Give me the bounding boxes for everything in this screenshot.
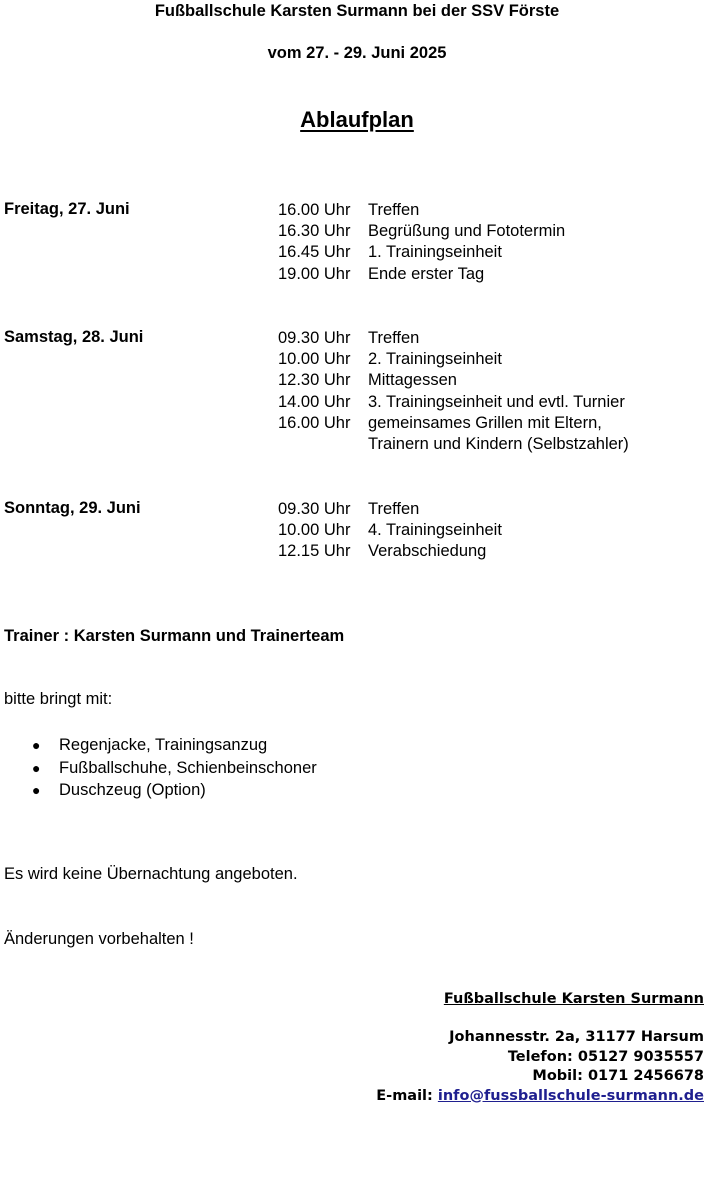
schedule-activity: 4. Trainingseinheit: [368, 521, 502, 540]
schedule-list-saturday: [278, 328, 629, 455]
schedule-activity: Treffen: [368, 201, 420, 219]
schedule-time: 14.00 Uhr: [278, 392, 351, 411]
contact-email-link[interactable]: info@fussballschule-surmann.de: [437, 1087, 704, 1104]
schedule-row: [278, 328, 629, 349]
bring-list: [30, 734, 317, 802]
bullet-icon: ●: [32, 737, 41, 753]
schedule-activity: 3. Trainingseinheit und evtl. Turnier: [368, 392, 625, 411]
changes-reserved-note: Änderungen vorbehalten !: [4, 930, 194, 948]
contact-phone: Telefon: 05127 9035557: [507, 1048, 704, 1065]
list-item: [30, 779, 317, 802]
schedule-row: [278, 413, 629, 434]
list-item: [30, 757, 317, 780]
contact-address: Johannesstr. 2a, 31177 Harsum: [449, 1029, 704, 1045]
schedule-activity: Ende erster Tag: [368, 264, 485, 283]
schedule-time: 12.15 Uhr: [278, 542, 351, 561]
list-item: [30, 734, 317, 757]
schedule-activity: 2. Trainingseinheit: [368, 350, 502, 369]
day-label-sunday: Sonntag, 29. Juni: [4, 499, 141, 517]
schedule-time: 10.00 Uhr: [278, 521, 351, 540]
contact-email-label: E-mail:: [376, 1087, 438, 1104]
schedule-time: 16.00 Uhr: [278, 413, 351, 432]
schedule-time: 16.00 Uhr: [278, 201, 351, 219]
list-item-text: Duschzeug (Option): [59, 781, 206, 799]
schedule-row: [278, 520, 502, 541]
schedule-time: 10.00 Uhr: [278, 350, 351, 369]
schedule-list-sunday: [278, 499, 502, 563]
schedule-time: 16.45 Uhr: [278, 243, 351, 262]
schedule-activity: Treffen: [368, 500, 420, 518]
list-item-text: Fußballschuhe, Schienbeinschoner: [59, 758, 317, 777]
trainer-info: Trainer : Karsten Surmann und Trainerteam: [4, 627, 345, 645]
bullet-icon: ●: [32, 759, 41, 776]
day-label-friday: Freitag, 27. Juni: [4, 200, 130, 218]
contact-email-row: [376, 1087, 704, 1107]
contact-company-name: Fußballschule Karsten Surmann: [443, 991, 704, 1007]
document-title: Fußballschule Karsten Surmann bei der SSV Förste: [154, 2, 560, 20]
schedule-heading: Ablaufplan: [300, 107, 414, 132]
bring-intro: bitte bringt mit:: [4, 690, 113, 708]
schedule-row: [278, 221, 565, 242]
schedule-activity: 1. Trainingseinheit: [368, 243, 502, 262]
schedule-row: [278, 200, 565, 221]
schedule-time: 16.30 Uhr: [278, 222, 351, 241]
schedule-row: [278, 349, 629, 370]
schedule-time: 19.00 Uhr: [278, 264, 351, 283]
schedule-row: [278, 499, 502, 520]
schedule-row: [278, 264, 565, 285]
event-dates: vom 27. - 29. Juni 2025: [267, 44, 447, 62]
contact-block: [376, 1028, 704, 1106]
bullet-icon: ●: [32, 782, 41, 798]
schedule-activity: Mittagessen: [368, 371, 457, 390]
schedule-row-continuation: [278, 434, 629, 455]
schedule-activity: gemeinsames Grillen mit Eltern,: [368, 413, 602, 432]
schedule-activity: Verabschiedung: [368, 542, 487, 561]
schedule-time: 12.30 Uhr: [278, 371, 351, 390]
schedule-activity: Treffen: [368, 329, 420, 347]
day-label-saturday: Samstag, 28. Juni: [4, 328, 144, 346]
schedule-time: 09.30 Uhr: [278, 500, 351, 518]
no-overnight-note: Es wird keine Übernachtung angeboten.: [4, 865, 298, 883]
contact-mobile: Mobil: 0171 2456678: [532, 1068, 704, 1084]
schedule-activity: Begrüßung und Fototermin: [368, 222, 566, 241]
schedule-row: [278, 392, 629, 413]
schedule-time: 09.30 Uhr: [278, 329, 351, 347]
schedule-list-friday: [278, 200, 565, 285]
schedule-row: [278, 541, 502, 562]
schedule-activity: Trainern und Kindern (Selbstzahler): [368, 435, 629, 454]
schedule-row: [278, 242, 565, 263]
list-item-text: Regenjacke, Trainingsanzug: [59, 736, 268, 754]
schedule-row: [278, 370, 629, 391]
